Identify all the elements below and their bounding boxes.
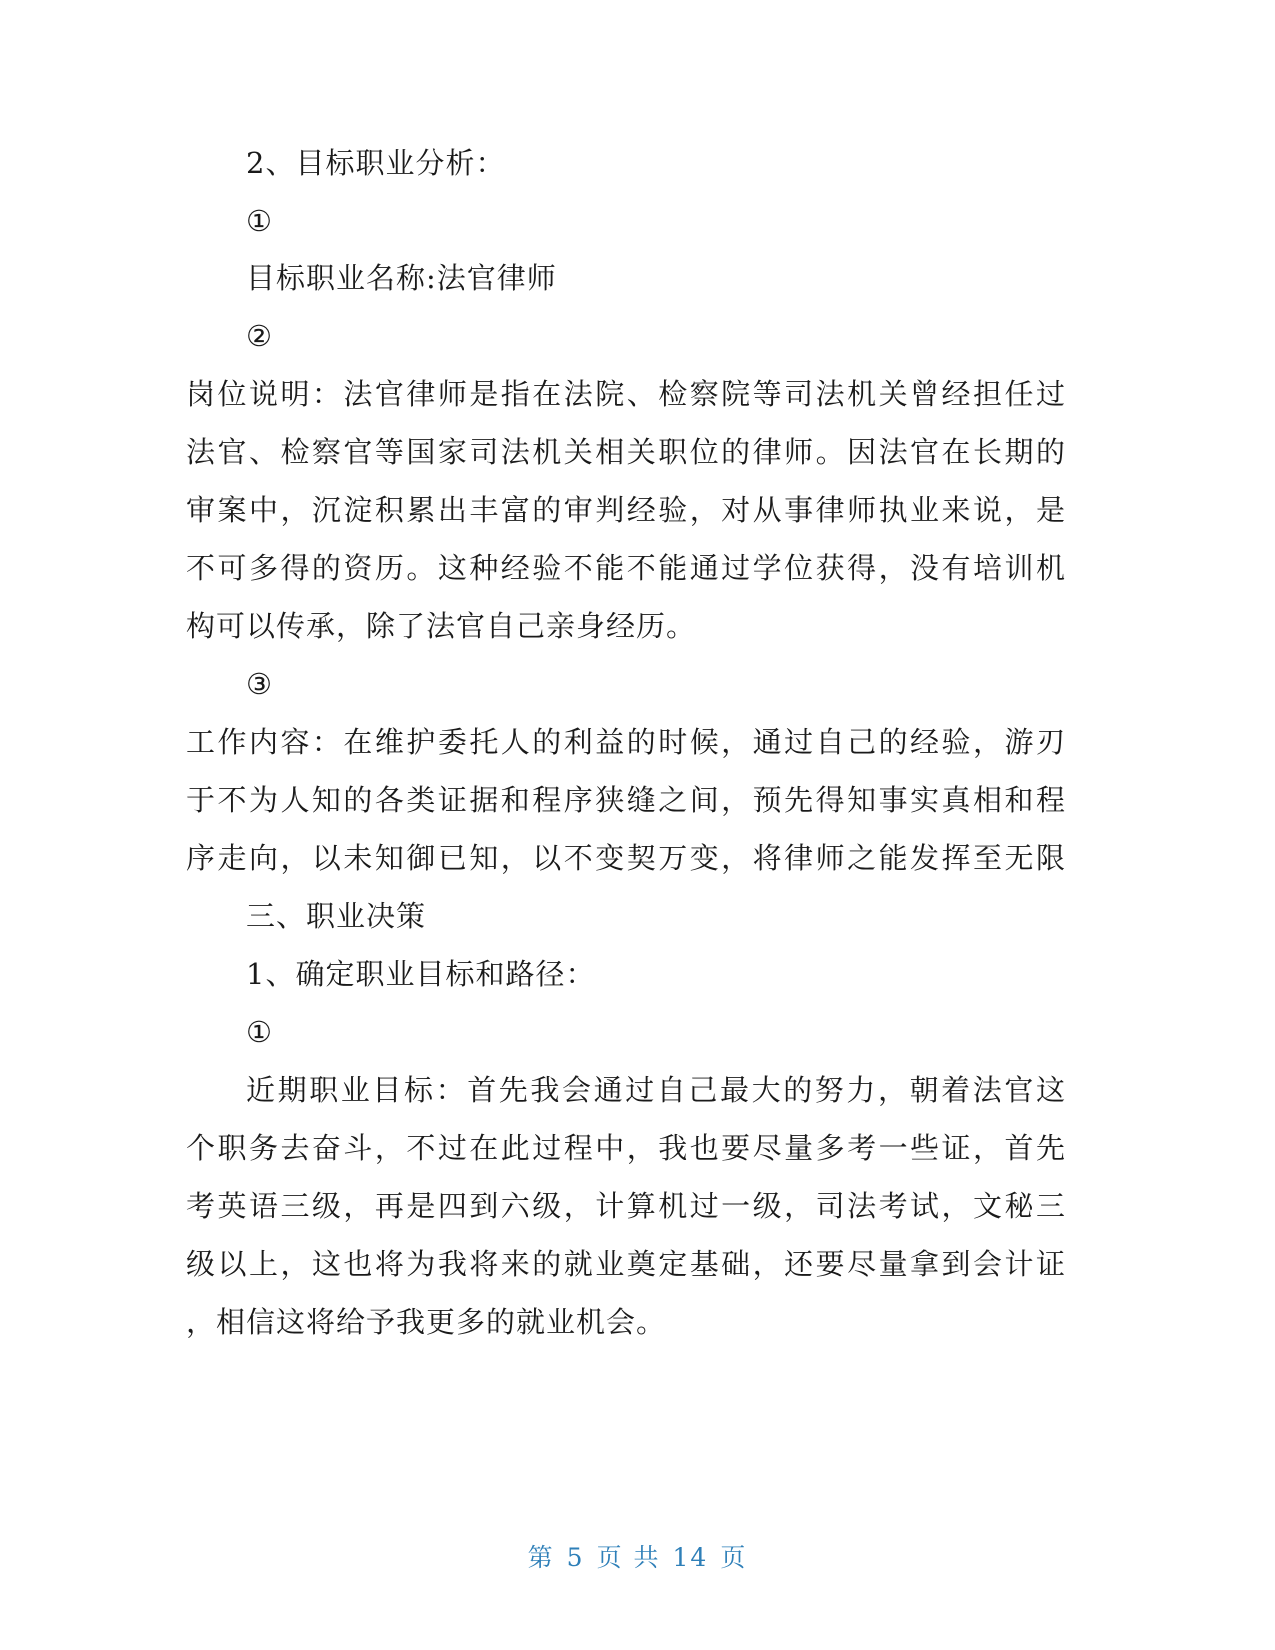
page-footer [0,1538,1275,1574]
item-marker: ③ [246,667,273,701]
paragraph-line: 不可多得的资历。这种经验不能不能通过学位获得，没有培训机 [186,551,1066,585]
section-heading: 2、目标职业分析： [246,146,506,180]
item-marker: ② [246,319,273,353]
paragraph-line: ，相信这将给予我更多的就业机会。 [186,1305,667,1339]
paragraph-line: 构可以传承，除了法官自己亲身经历。 [186,609,697,643]
paragraph-line: 序走向，以未知御已知，以不变契万变，将律师之能发挥至无限 [186,841,1066,875]
footer-prefix: 第 [527,1543,555,1572]
section-heading: 1、确定职业目标和路径： [246,957,596,991]
footer-suffix: 页 [720,1543,748,1572]
paragraph-line: 岗位说明：法官律师是指在法院、检察院等司法机关曾经担任过 [186,377,1066,411]
footer-current-page: 5 [566,1543,585,1572]
footer-mid: 页 共 [596,1543,661,1572]
paragraph-line: 个职务去奋斗，不过在此过程中，我也要尽量多考一些证，首先 [186,1131,1066,1165]
paragraph-line: 目标职业名称:法官律师 [246,261,557,295]
paragraph-line: 工作内容：在维护委托人的利益的时候，通过自己的经验，游刃 [186,725,1066,759]
section-heading: 三、职业决策 [246,899,427,933]
footer-total-pages: 14 [672,1543,709,1572]
paragraph-line: 审案中，沉淀积累出丰富的审判经验，对从事律师执业来说，是 [186,493,1066,527]
paragraph-line: 考英语三级，再是四到六级，计算机过一级，司法考试，文秘三 [186,1189,1066,1223]
paragraph-line: 级以上，这也将为我将来的就业奠定基础，还要尽量拿到会计证 [186,1247,1066,1281]
paragraph-line: 近期职业目标：首先我会通过自己最大的努力，朝着法官这 [246,1073,1066,1107]
item-marker: ① [246,1015,273,1049]
paragraph-line: 于不为人知的各类证据和程序狭缝之间，预先得知事实真相和程 [186,783,1066,817]
paragraph-line: 法官、检察官等国家司法机关相关职位的律师。因法官在长期的 [186,435,1066,469]
item-marker: ① [246,204,273,238]
